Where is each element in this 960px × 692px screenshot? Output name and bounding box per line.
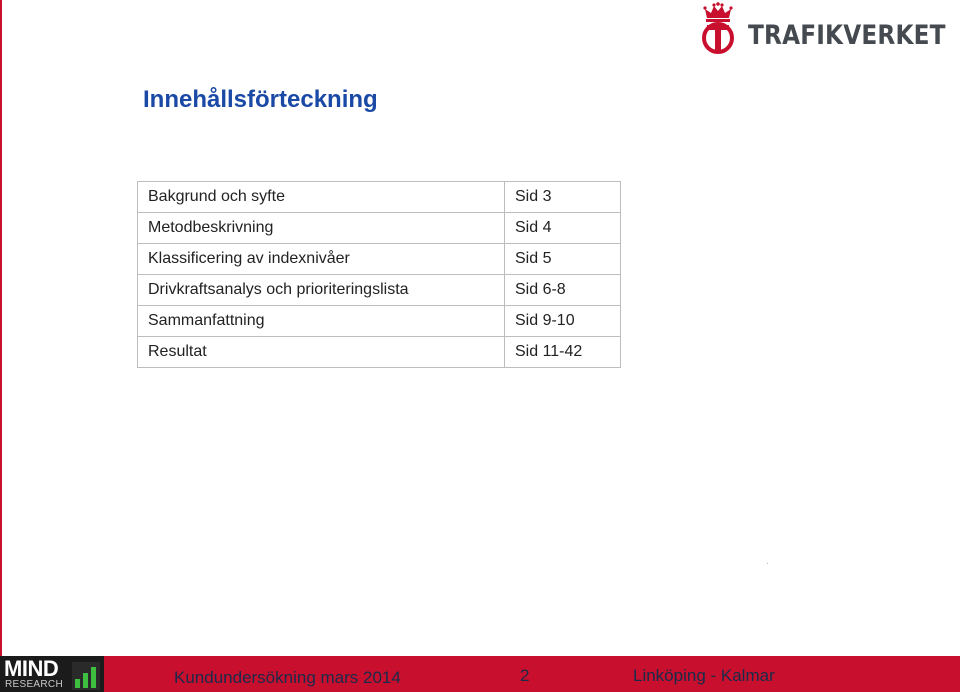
toc-page: Sid 5 xyxy=(505,244,621,275)
table-row xyxy=(138,244,621,275)
mind-logo-word: MIND xyxy=(4,656,59,681)
mind-research-logo xyxy=(0,656,104,692)
left-accent-rule xyxy=(0,0,2,656)
toc-page: Sid 11-42 xyxy=(505,337,621,368)
footer-page-number: 2 xyxy=(520,666,530,685)
page-title: Innehållsförteckning xyxy=(143,86,378,113)
table-row xyxy=(138,275,621,306)
table-row xyxy=(138,306,621,337)
toc-page: Sid 4 xyxy=(505,213,621,244)
table-of-contents xyxy=(137,181,621,368)
logo-wordmark: TRAFIKVERKET xyxy=(748,20,946,51)
table-row xyxy=(138,182,621,213)
stray-dot xyxy=(767,563,768,564)
toc-page: Sid 9-10 xyxy=(505,306,621,337)
toc-section: Metodbeskrivning xyxy=(138,213,505,244)
toc-section: Drivkraftsanalys och prioriteringslista xyxy=(138,275,505,306)
footer-survey-title: Kundundersökning mars 2014 xyxy=(174,668,401,687)
crown-emblem-icon xyxy=(698,2,738,56)
toc-page: Sid 6-8 xyxy=(505,275,621,306)
table-row xyxy=(138,337,621,368)
toc-section: Bakgrund och syfte xyxy=(138,182,505,213)
toc-page: Sid 3 xyxy=(505,182,621,213)
bar-chart-icon xyxy=(72,662,100,690)
mind-logo-sub: RESEARCH xyxy=(5,679,63,690)
toc-section: Resultat xyxy=(138,337,505,368)
table-row xyxy=(138,213,621,244)
toc-section: Sammanfattning xyxy=(138,306,505,337)
footer-location: Linköping - Kalmar xyxy=(633,666,775,685)
toc-section: Klassificering av indexnivåer xyxy=(138,244,505,275)
footer-bar xyxy=(0,656,960,692)
trafikverket-logo xyxy=(698,2,960,58)
